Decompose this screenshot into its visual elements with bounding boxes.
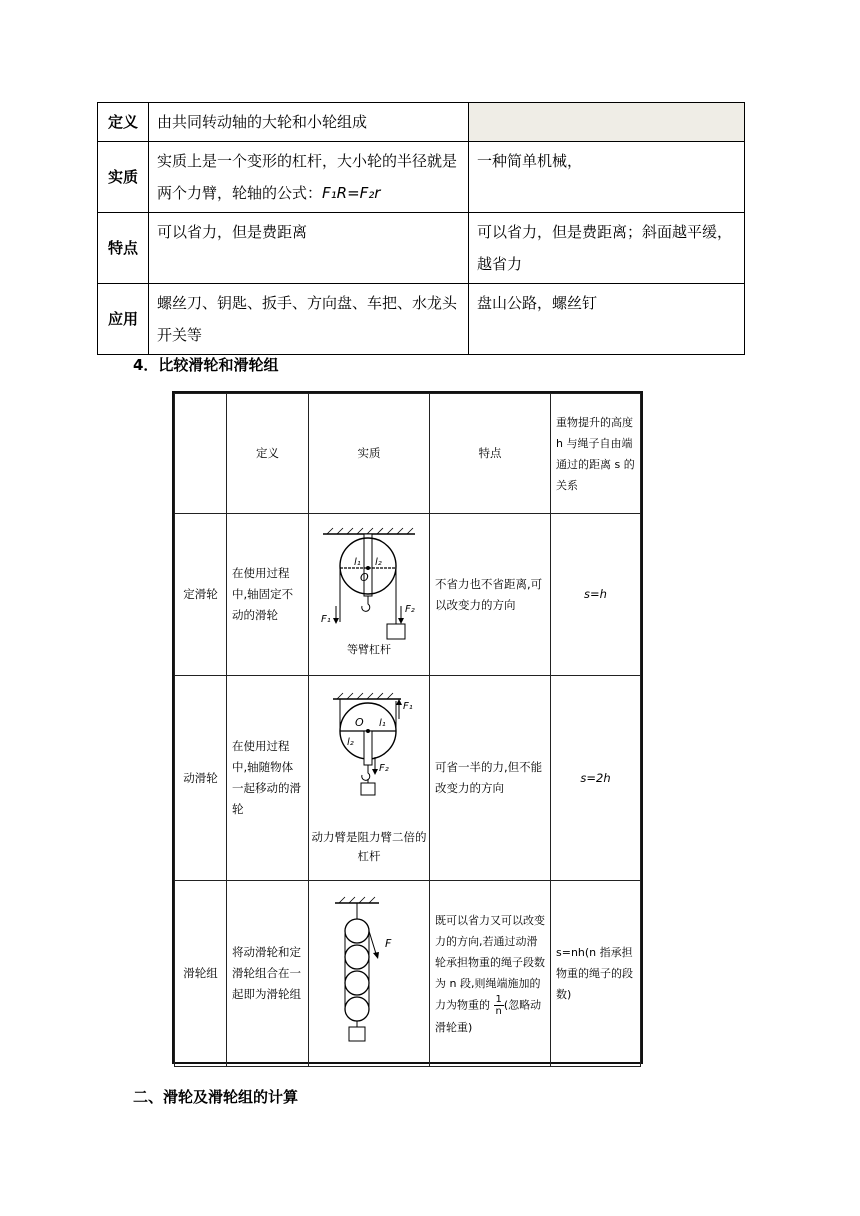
pulley-block-feature-note: (忽略动滑轮重) [435, 998, 542, 1034]
movable-pulley-name: 动滑轮 [175, 676, 227, 881]
essence-wheel-axle [149, 142, 469, 213]
fixed-pulley-diagram [313, 526, 425, 656]
definition-incline [469, 103, 745, 142]
essence-text: 实质上是一个变形的杠杆，大小轮的半径就是两个力臂，轮轴的公式： [157, 152, 458, 202]
section-2-heading: 二、滑轮及滑轮组的计算 [133, 1088, 299, 1106]
wheel-axle-incline-table [97, 102, 745, 355]
pulley-block-name: 滑轮组 [175, 881, 227, 1067]
fixed-pulley-essence [309, 514, 430, 676]
F2-label: F₂ [405, 604, 415, 615]
definition-wheel-axle: 由共同转动轴的大轮和小轮组成 [149, 103, 469, 142]
pulley-comparison-table [172, 391, 643, 1064]
pulley-block-diagram [313, 895, 425, 1045]
essence-incline: 一种简单机械， [469, 142, 745, 213]
fulcrum-O-label-2: O [355, 715, 364, 729]
fixed-pulley-relation: s=h [551, 514, 641, 676]
row-header-definition: 定义 [98, 103, 149, 142]
row-header-feature: 特点 [98, 213, 149, 284]
movable-pulley-definition: 在使用过程中,轴随物体一起移动的滑轮 [227, 676, 309, 881]
F2-label-2: F₂ [379, 762, 389, 774]
row-header-application: 应用 [98, 284, 149, 355]
pulley-block-feature-text: 既可以省力又可以改变力的方向,若通过动滑轮承担物重的绳子段数为 n 段,则绳端施加的力为物重的 [435, 913, 545, 1011]
row-header-essence: 实质 [98, 142, 149, 213]
pulley-block-feature [430, 881, 551, 1067]
one-over-n-fraction [494, 994, 504, 1017]
movable-pulley-diagram [313, 691, 425, 821]
movable-pulley-relation: s=2h [551, 676, 641, 881]
feature-incline: 可以省力，但是费距离；斜面越平缓，越省力 [469, 213, 745, 284]
fixed-pulley-name: 定滑轮 [175, 514, 227, 676]
fraction-numerator: 1 [495, 993, 502, 1005]
fixed-pulley-definition: 在使用过程中,轴固定不动的滑轮 [227, 514, 309, 676]
pulley-block-essence [309, 881, 430, 1067]
fulcrum-O-label: O [360, 571, 369, 584]
pulley-block-definition: 将动滑轮和定滑轮组合在一起即为滑轮组 [227, 881, 309, 1067]
fraction-denominator: n [495, 1005, 502, 1017]
l1-label: l₁ [354, 557, 361, 568]
movable-pulley-feature: 可省一半的力,但不能改变力的方向 [430, 676, 551, 881]
section-4-heading: 4．比较滑轮和滑轮组 [133, 356, 279, 374]
F1-label: F₁ [321, 614, 331, 625]
header-definition: 定义 [227, 394, 309, 514]
wheel-axle-formula: F₁R=F₂r [322, 184, 381, 202]
application-incline: 盘山公路，螺丝钉 [469, 284, 745, 355]
l1-label-2: l₁ [379, 717, 386, 729]
pulley-block-relation: s=nh(n 指承担物重的绳子的段数) [551, 881, 641, 1067]
movable-pulley-caption: 动力臂是阻力臂二倍的杠杆 [311, 829, 427, 863]
header-relation: 重物提升的高度 h 与绳子自由端通过的距离 s 的关系 [551, 394, 641, 514]
l2-label: l₂ [375, 557, 382, 568]
header-empty [175, 394, 227, 514]
F1-label-2: F₁ [403, 700, 413, 712]
header-feature: 特点 [430, 394, 551, 514]
fixed-pulley-feature: 不省力也不省距离,可以改变力的方向 [430, 514, 551, 676]
header-essence: 实质 [309, 394, 430, 514]
application-wheel-axle: 螺丝刀、钥匙、扳手、方向盘、车把、水龙头开关等 [149, 284, 469, 355]
feature-wheel-axle: 可以省力，但是费距离 [149, 213, 469, 284]
fixed-pulley-caption: 等臂杠杆 [347, 643, 391, 656]
F-label: F [385, 937, 392, 950]
l2-label-2: l₂ [347, 736, 354, 748]
movable-pulley-essence [309, 676, 430, 881]
